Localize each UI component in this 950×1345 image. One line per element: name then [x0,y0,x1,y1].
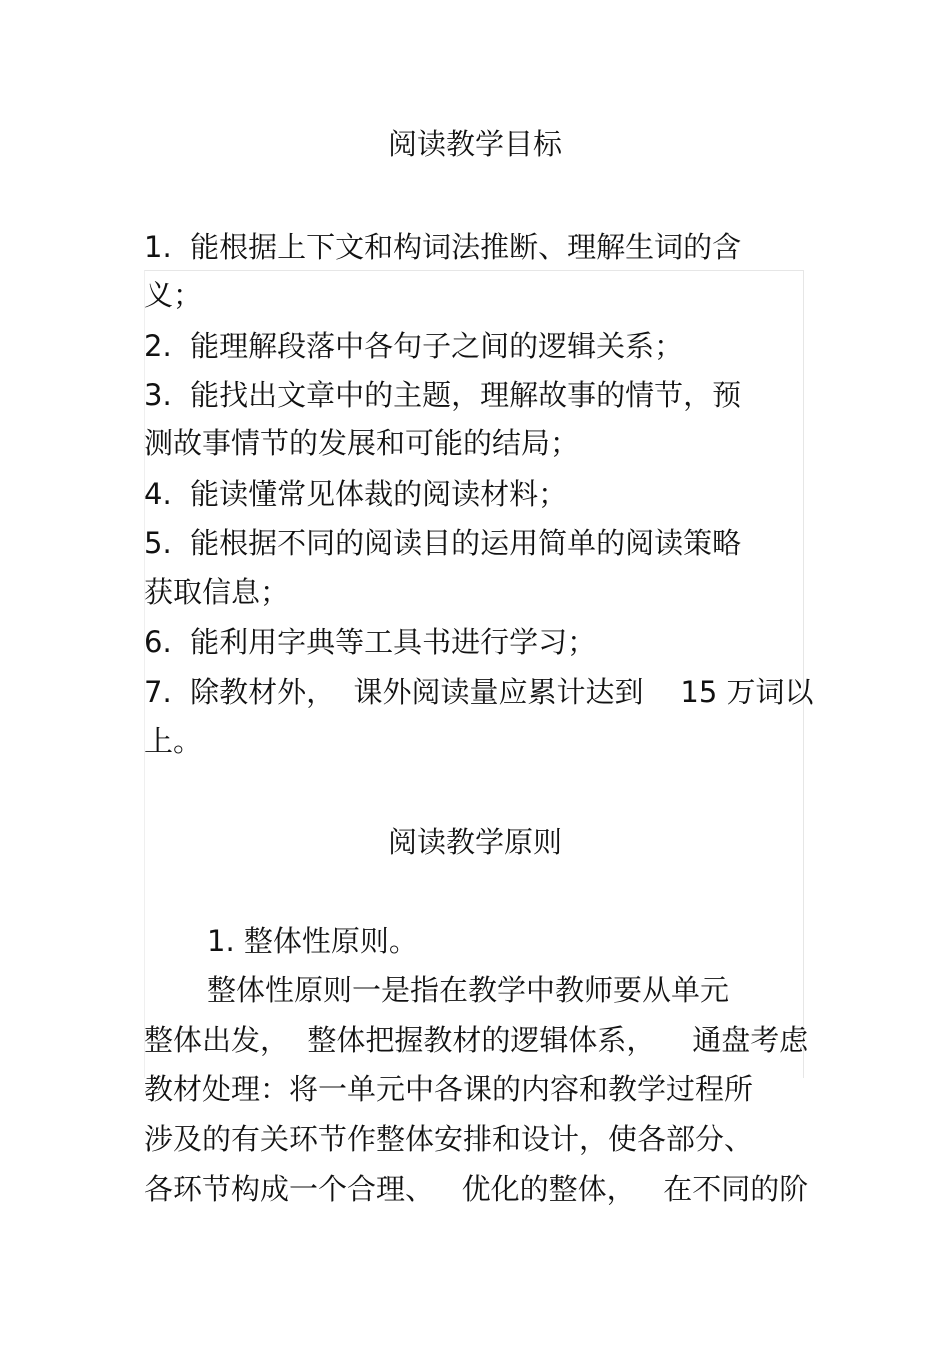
goal-line-10: 7. 除教材外， 课外阅读量应累计达到 15 万词以 [144,675,814,709]
goal-line-4: 3. 能找出文章中的主题，理解故事的情节，预 [144,378,742,412]
goal-line-3: 2. 能理解段落中各句子之间的逻辑关系； [144,329,684,363]
goal-line-7: 5. 能根据不同的阅读目的运用简单的阅读策略 [144,526,742,560]
principle-line-3: 教材处理：将一单元中各课的内容和教学过程所 [144,1072,754,1106]
goals-title: 阅读教学目标 [387,127,562,161]
principle-subheading: 1. 整体性原则。 [207,924,418,958]
principles-title: 阅读教学原则 [387,825,562,859]
goal-line-11: 上。 [144,724,203,758]
goal-line-1: 1. 能根据上下文和构词法推断、理解生词的含 [144,230,742,264]
principle-line-2: 整体出发， 整体把握教材的逻辑体系， 通盘考虑 [144,1023,809,1057]
goal-line-6: 4. 能读懂常见体裁的阅读材料； [144,477,568,511]
goal-line-5: 测故事情节的发展和可能的结局； [144,426,580,460]
principle-line-5: 各环节构成一个合理、 优化的整体， 在不同的阶 [144,1172,809,1206]
principle-line-4: 涉及的有关环节作整体安排和设计，使各部分、 [144,1122,754,1156]
goal-line-9: 6. 能利用字典等工具书进行学习； [144,625,597,659]
goal-line-2: 义； [144,278,203,312]
principle-line-1: 整体性原则一是指在教学中教师要从单元 [207,973,730,1007]
goal-line-8: 获取信息； [144,575,290,609]
